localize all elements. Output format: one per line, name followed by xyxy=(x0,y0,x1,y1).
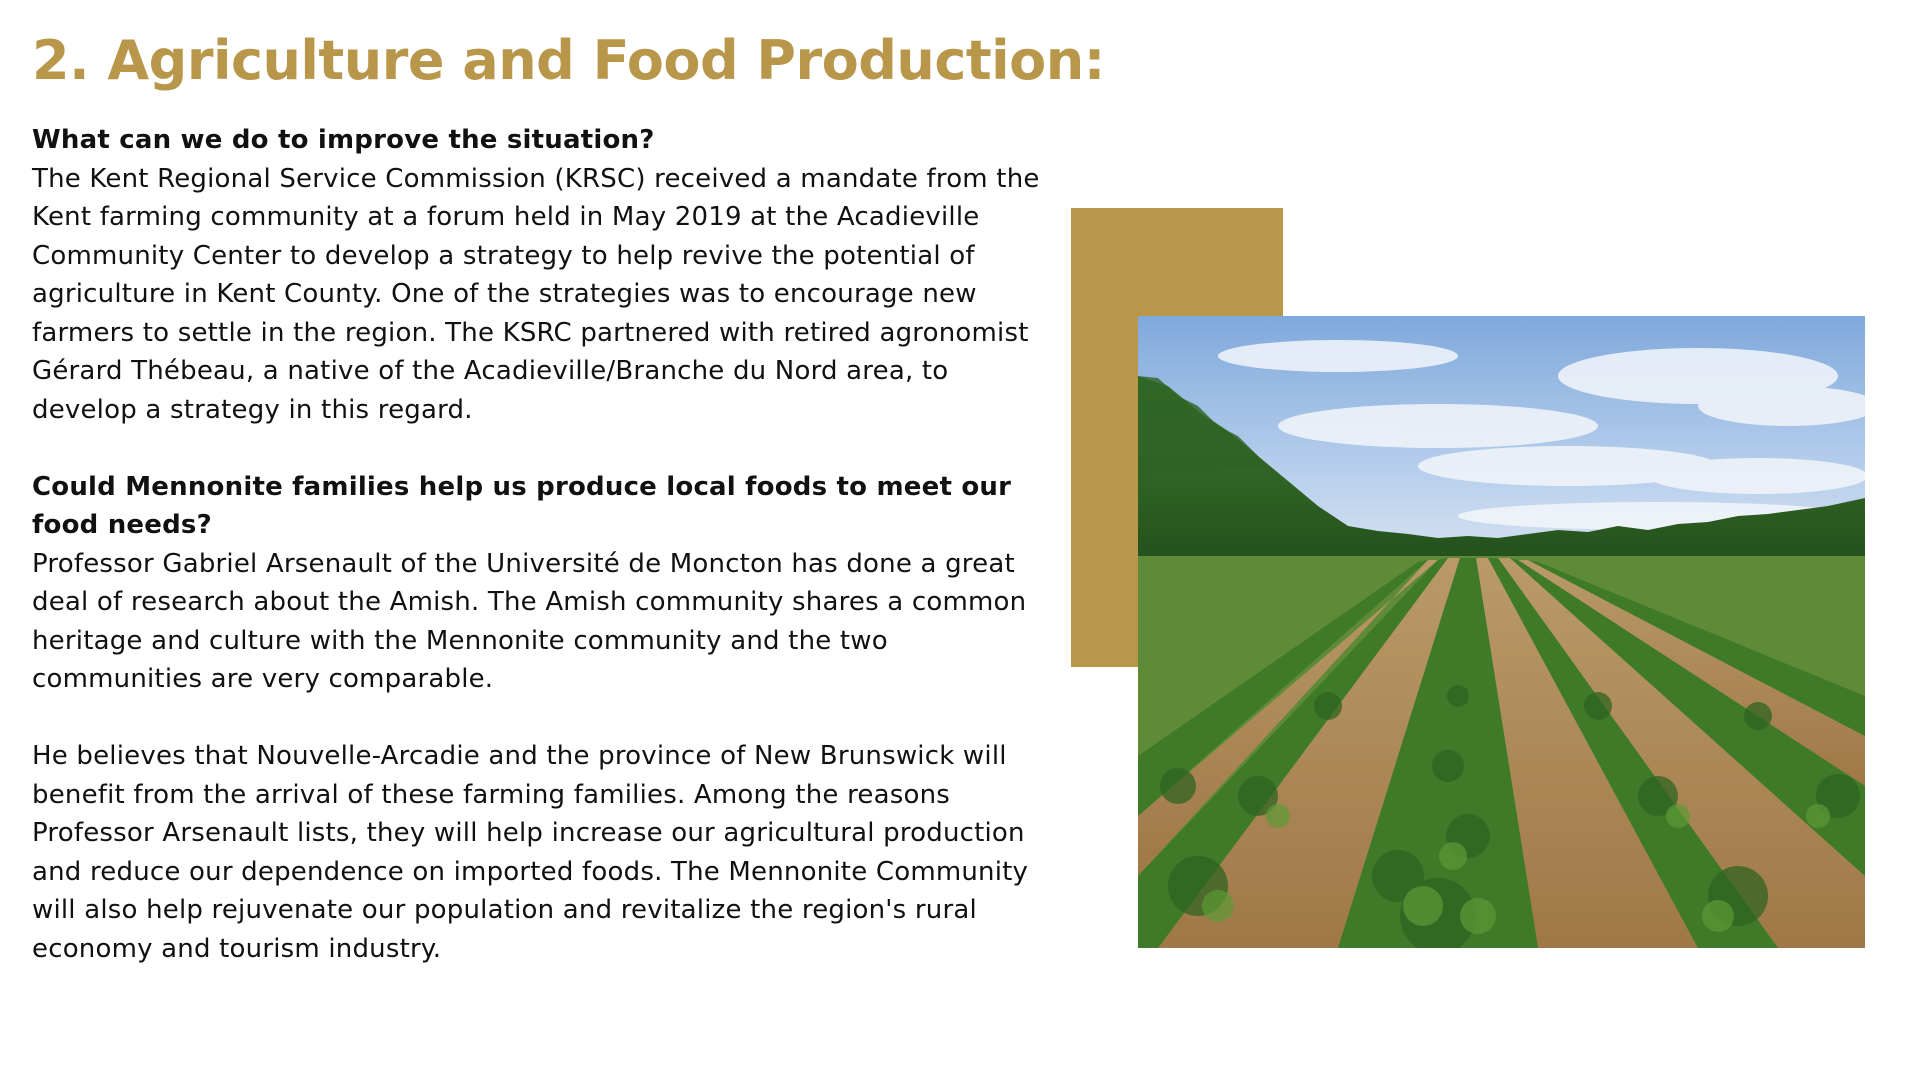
spacer xyxy=(32,429,1052,468)
section-heading: What can we do to improve the situation? xyxy=(32,125,655,155)
potato-field-photo xyxy=(1138,316,1865,948)
section-heading: Could Mennonite families help us produce local foods to meet our food needs? xyxy=(32,471,1012,540)
spacer xyxy=(32,699,1052,738)
paragraph: He believes that Nouvelle-Arcadie and the province of New Brunswick will benefit from the arrival of these farming families. Among the reasons Professor Arsenault lists, they will help increase our agricultural production and reduce our dependence on imported foods. The Mennonite Community will also help rejuvenate our population and revitalize the region's rural economy and tourism industry. xyxy=(32,741,1029,964)
paragraph: The Kent Regional Service Commission (KRSC) received a mandate from the Kent farming community at a forum held in May 2019 at the Acadieville Community Center to develop a strategy to help revive the potential of agriculture in Kent County. One of the strategies was to encourage new farmers to settle in the region. The KSRC partnered with retired agronomist Gérard Thébeau, a native of the Acadieville/Branche du Nord area, to develop a strategy in this regard. xyxy=(32,163,1040,425)
body-text xyxy=(32,121,1052,968)
page-title: 2. Agriculture and Food Production: xyxy=(32,29,1105,92)
paragraph: Professor Gabriel Arsenault of the Université de Moncton has done a great deal of research about the Amish. The Amish community shares a common heritage and culture with the Mennonite community and the two communities are very comparable. xyxy=(32,548,1027,694)
